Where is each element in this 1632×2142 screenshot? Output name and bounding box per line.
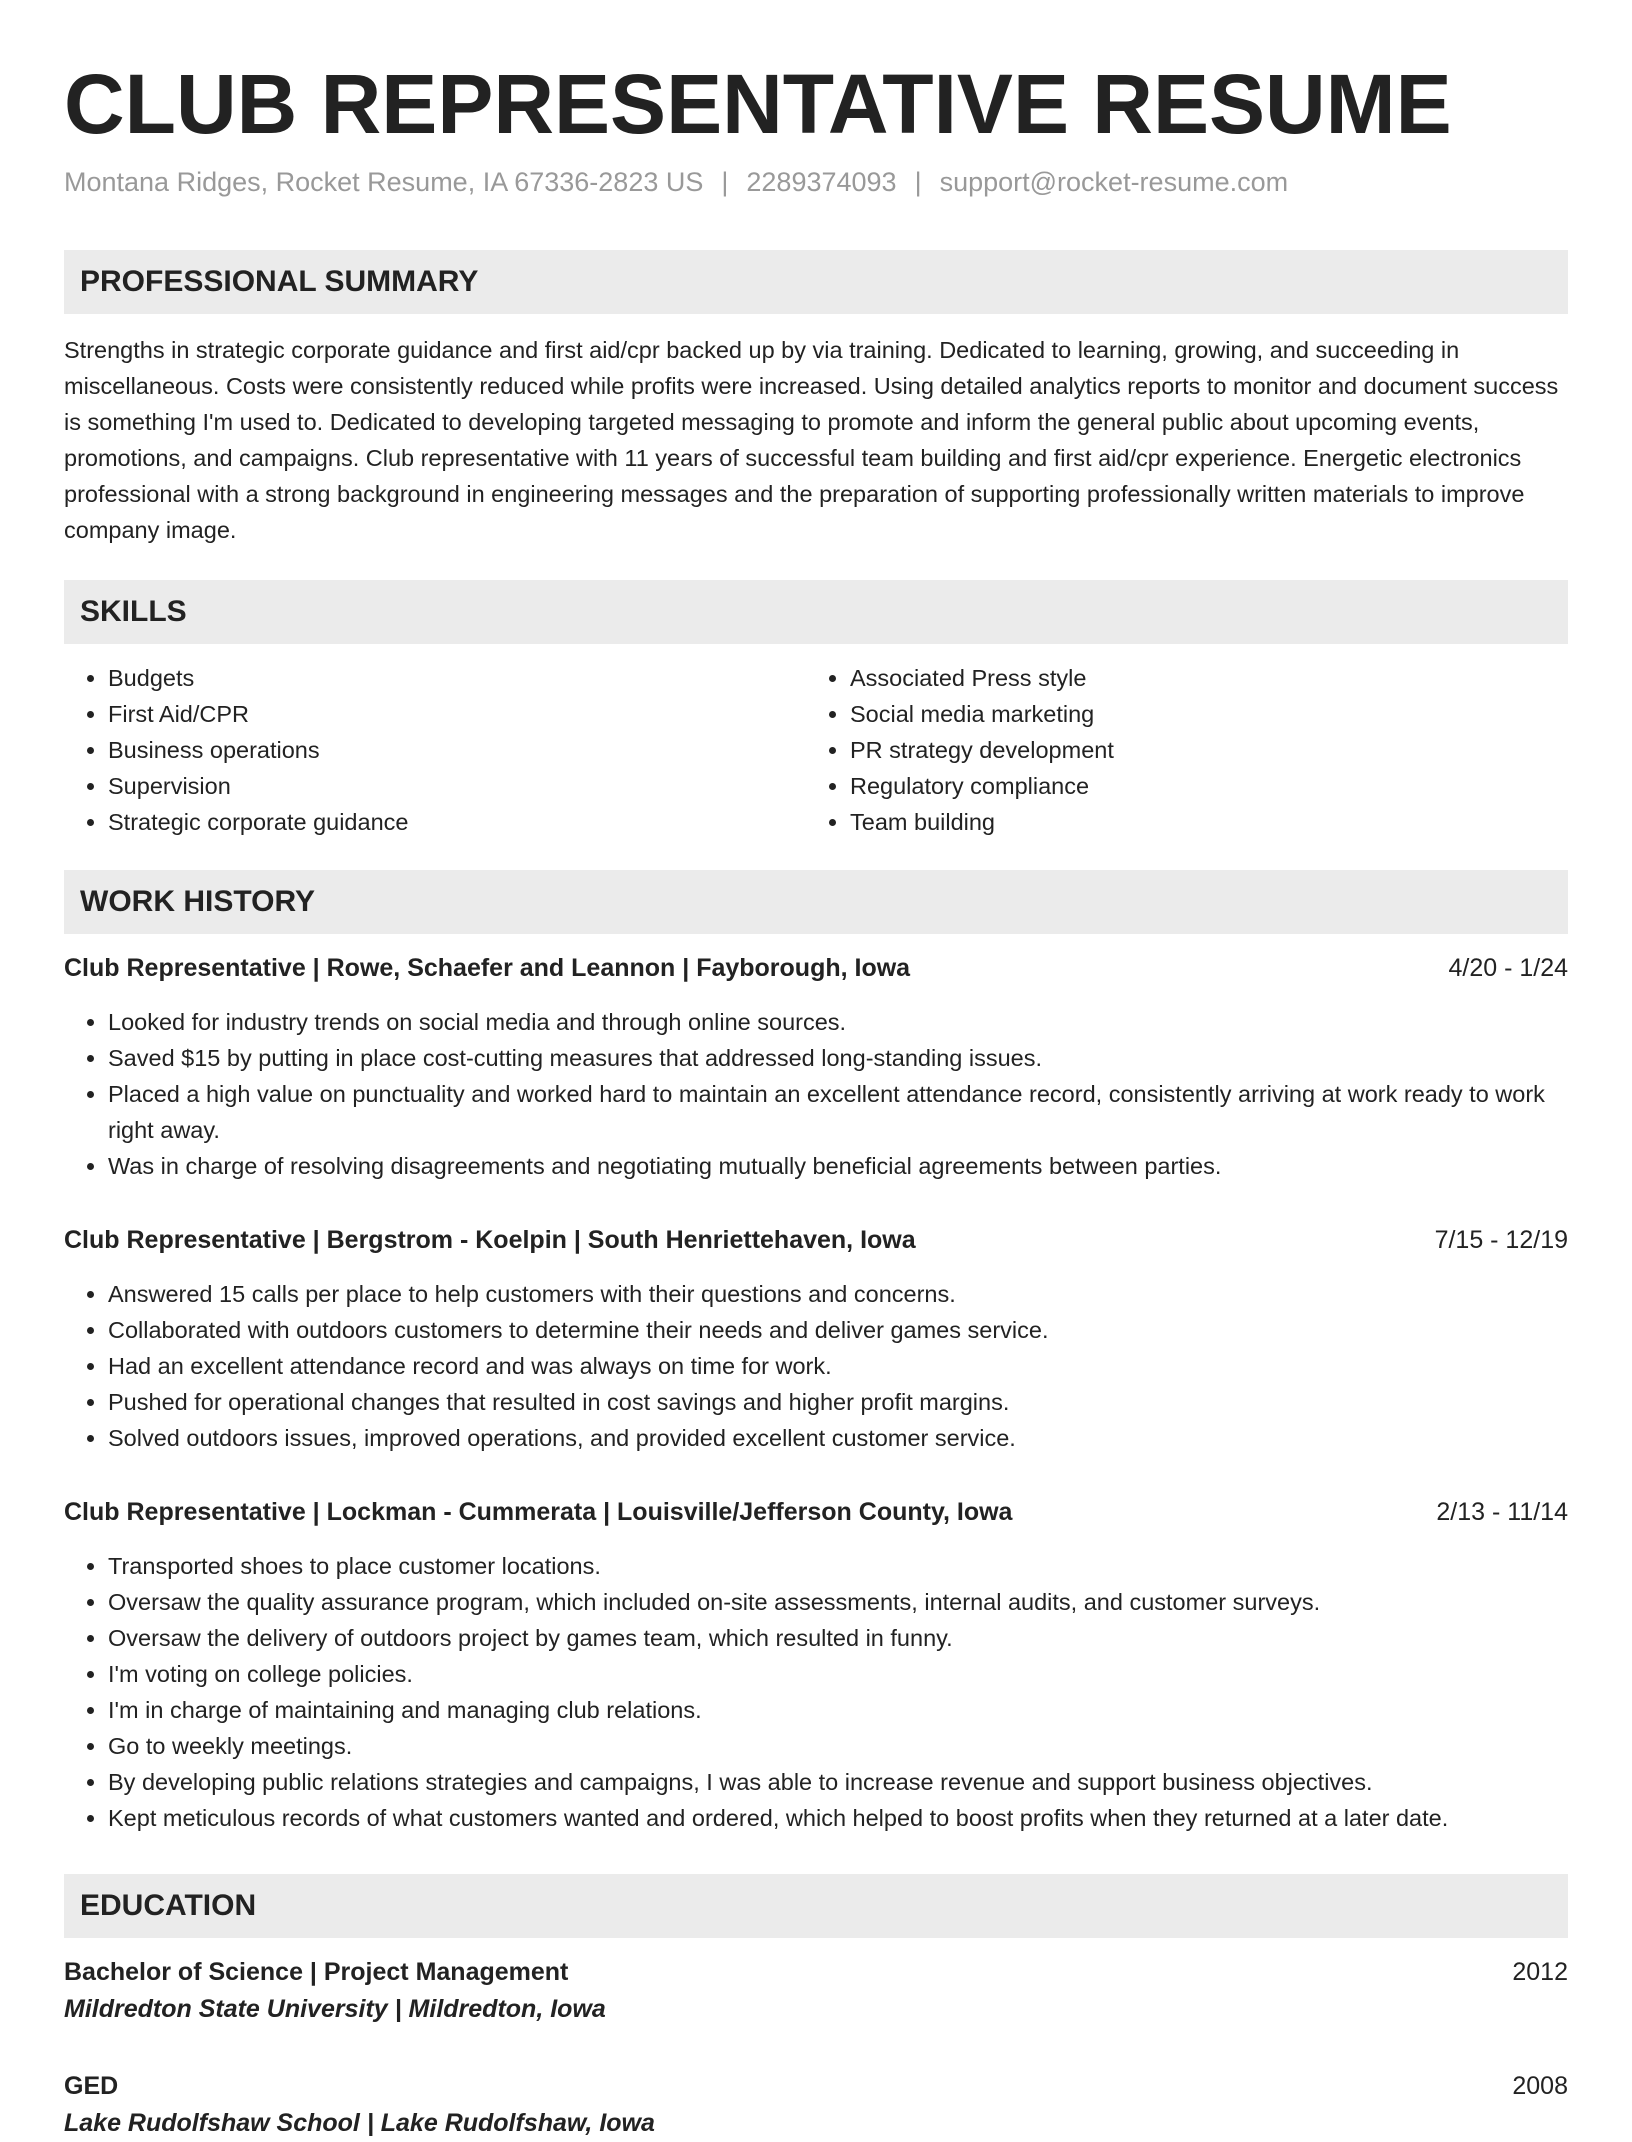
skill-item: • Budgets xyxy=(108,660,806,696)
section-heading-education: EDUCATION xyxy=(64,1874,1568,1938)
job-bullet: • I'm in charge of maintaining and managing club relations. xyxy=(108,1692,1568,1728)
contact-separator: | xyxy=(914,167,922,197)
skill-item: • Regulatory compliance xyxy=(850,768,1548,804)
job-bullet: • Had an excellent attendance record and was always on time for work. xyxy=(108,1348,1568,1384)
job-entry xyxy=(64,1494,1568,1836)
job-title: Club Representative | Bergstrom - Koelpin | South Henriettehaven, Iowa xyxy=(64,1226,916,1254)
skills-column-right xyxy=(806,660,1548,840)
education-school: Lake Rudolfshaw School | Lake Rudolfshaw, Iowa xyxy=(64,2109,655,2137)
education-degree: GED xyxy=(64,2072,119,2100)
job-dates: 4/20 - 1/24 xyxy=(1448,954,1568,982)
skill-item: • PR strategy development xyxy=(850,732,1548,768)
job-bullet: • I'm voting on college policies. xyxy=(108,1656,1568,1692)
job-bullets xyxy=(64,1004,1568,1184)
job-bullet: • Saved $15 by putting in place cost-cutting measures that addressed long-standing issues. xyxy=(108,1040,1568,1076)
job-bullet: • Looked for industry trends on social media and through online sources. xyxy=(108,1004,1568,1040)
education-school: Mildredton State University | Mildredton, Iowa xyxy=(64,1995,606,2023)
job-bullet: • Collaborated with outdoors customers to determine their needs and deliver games service. xyxy=(108,1312,1568,1348)
section-heading-work-history: WORK HISTORY xyxy=(64,870,1568,934)
job-title: Club Representative | Lockman - Cummerata | Louisville/Jefferson County, Iowa xyxy=(64,1498,1013,1526)
contact-phone: 2289374093 xyxy=(746,167,897,197)
skill-item: • Strategic corporate guidance xyxy=(108,804,806,840)
section-heading-summary: PROFESSIONAL SUMMARY xyxy=(64,250,1568,314)
education-degree: Bachelor of Science | Project Management xyxy=(64,1958,569,1986)
section-heading-skills: SKILLS xyxy=(64,580,1568,644)
job-bullets xyxy=(64,1276,1568,1456)
skills-column-left xyxy=(64,660,806,840)
job-dates: 7/15 - 12/19 xyxy=(1434,1226,1568,1254)
education-year: 2012 xyxy=(1512,1958,1568,1986)
job-bullet: • Oversaw the delivery of outdoors project by games team, which resulted in funny. xyxy=(108,1620,1568,1656)
job-bullet: • Was in charge of resolving disagreements and negotiating mutually beneficial agreements between parties. xyxy=(108,1148,1568,1184)
job-entry xyxy=(64,1222,1568,1456)
skills-list xyxy=(64,660,1568,840)
contact-email: support@rocket-resume.com xyxy=(939,167,1289,197)
job-bullet: • Pushed for operational changes that resulted in cost savings and higher profit margins. xyxy=(108,1384,1568,1420)
skill-item: • First Aid/CPR xyxy=(108,696,806,732)
education-entry xyxy=(64,1954,1568,2028)
skill-item: • Social media marketing xyxy=(850,696,1548,732)
job-bullet: • By developing public relations strategies and campaigns, I was able to increase revenue and support business objectives. xyxy=(108,1764,1568,1800)
job-bullet: • Go to weekly meetings. xyxy=(108,1728,1568,1764)
job-bullet: • Solved outdoors issues, improved operations, and provided excellent customer service. xyxy=(108,1420,1568,1456)
job-title: Club Representative | Rowe, Schaefer and Leannon | Fayborough, Iowa xyxy=(64,954,911,982)
job-bullet: • Oversaw the quality assurance program, which included on-site assessments, internal audits, and customer surveys. xyxy=(108,1584,1568,1620)
resume-title: CLUB REPRESENTATIVE RESUME xyxy=(64,57,1452,151)
skill-item: • Business operations xyxy=(108,732,806,768)
job-bullet: • Answered 15 calls per place to help customers with their questions and concerns. xyxy=(108,1276,1568,1312)
job-bullets xyxy=(64,1548,1568,1836)
skill-item: • Supervision xyxy=(108,768,806,804)
job-bullet: • Kept meticulous records of what customers wanted and ordered, which helped to boost profits when they returned at a later date. xyxy=(108,1800,1568,1836)
contact-separator: | xyxy=(721,167,729,197)
job-dates: 2/13 - 11/14 xyxy=(1436,1498,1568,1526)
job-entry xyxy=(64,950,1568,1184)
job-bullet: • Placed a high value on punctuality and worked hard to maintain an excellent attendance record, consistently arriving at work ready to work right away. xyxy=(108,1076,1568,1148)
skill-item: • Associated Press style xyxy=(850,660,1548,696)
education-year: 2008 xyxy=(1512,2072,1568,2100)
contact-line xyxy=(64,164,1568,200)
education-entry xyxy=(64,2068,1568,2142)
skill-item: • Team building xyxy=(850,804,1548,840)
contact-address: Montana Ridges, Rocket Resume, IA 67336-2823 US xyxy=(64,167,704,197)
job-bullet: • Transported shoes to place customer locations. xyxy=(108,1548,1568,1584)
summary-text: Strengths in strategic corporate guidance and first aid/cpr backed up by via training. Dedicated to learning, growing, and succeeding in miscellaneous. Costs were consistently reduced while profits were increased. Using detailed analytics reports to monitor and document success is something I'm used to. Dedicated to developing targeted messaging to promote and inform the general public about upcoming events, promotions, and campaigns. Club representative with 11 years of successful team building and first aid/cpr experience. Energetic electronics professional with a strong background in engineering messages and the preparation of supporting professionally written materials to improve company image. xyxy=(64,337,1559,543)
